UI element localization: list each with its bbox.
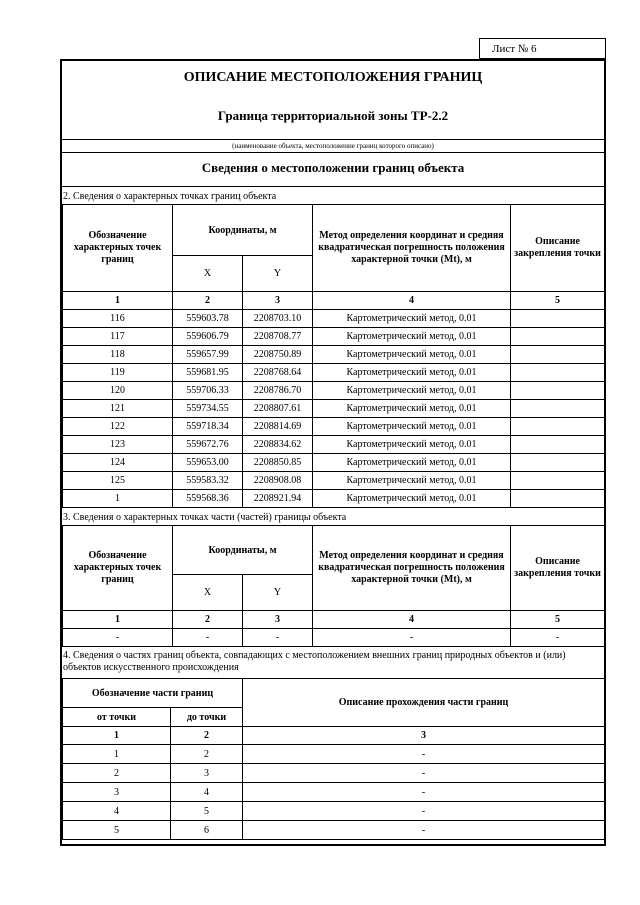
section4-number-row bbox=[63, 727, 605, 745]
section2-row-point: 118 bbox=[63, 346, 173, 364]
section4-label: 4. Сведения о частях границ объекта, совпадающих с местоположением внешних границ природных объектов и (или) объектов искусственного происхождения bbox=[63, 650, 566, 673]
section2-row-y: 2208750.89 bbox=[243, 346, 313, 364]
section2-row-y: 2208814.69 bbox=[243, 418, 313, 436]
section3-row-point: - bbox=[63, 629, 173, 647]
section2-row-x: 559672.76 bbox=[173, 436, 243, 454]
section2-row bbox=[63, 364, 605, 382]
section2-row bbox=[63, 472, 605, 490]
section4-col-desc: Описание прохождения части границ bbox=[243, 679, 605, 727]
section-heading: Сведения о местоположении границ объекта bbox=[201, 160, 465, 175]
section2-row-y: 2208703.10 bbox=[243, 310, 313, 328]
section2-row-y: 2208921.94 bbox=[243, 490, 313, 508]
section4-row bbox=[63, 783, 605, 802]
section2-row-x: 559603.78 bbox=[173, 310, 243, 328]
section2-col-y: Y bbox=[243, 256, 313, 292]
section2-num-1: 1 bbox=[63, 292, 173, 310]
section3-row bbox=[63, 629, 605, 647]
caption-divider bbox=[62, 152, 604, 153]
section2-row-method: Картометрический метод, 0.01 bbox=[313, 490, 511, 508]
section2-row-point: 124 bbox=[63, 454, 173, 472]
section3-table bbox=[62, 525, 605, 647]
section2-row-x: 559718.34 bbox=[173, 418, 243, 436]
section3-col-coords: Координаты, м bbox=[173, 526, 313, 575]
section2-row-method: Картометрический метод, 0.01 bbox=[313, 400, 511, 418]
section-heading-divider bbox=[62, 186, 604, 187]
section2-row-desc bbox=[511, 454, 605, 472]
section4-col-part: Обозначение части границ bbox=[63, 679, 243, 708]
section4-row-from: 2 bbox=[63, 764, 171, 783]
section2-row-point: 116 bbox=[63, 310, 173, 328]
section2-number-row bbox=[63, 292, 605, 310]
section4-row-from: 4 bbox=[63, 802, 171, 821]
section2-row-desc bbox=[511, 328, 605, 346]
section2-row-x: 559681.95 bbox=[173, 364, 243, 382]
section2-row bbox=[63, 454, 605, 472]
section2-row-point: 123 bbox=[63, 436, 173, 454]
section4-row bbox=[63, 802, 605, 821]
section2-row-desc bbox=[511, 364, 605, 382]
section4-row-to: 2 bbox=[171, 745, 243, 764]
title-underline bbox=[62, 139, 604, 140]
section2-row bbox=[63, 310, 605, 328]
section2-col-coords: Координаты, м bbox=[173, 205, 313, 256]
sheet-number: Лист № 6 bbox=[492, 42, 537, 55]
section4-num-1: 1 bbox=[63, 727, 171, 745]
section2-row-desc bbox=[511, 310, 605, 328]
section4-col-to: до точки bbox=[171, 708, 243, 727]
section4-row bbox=[63, 821, 605, 840]
section2-row bbox=[63, 346, 605, 364]
section2-row-x: 559657.99 bbox=[173, 346, 243, 364]
section3-col-desc: Описание закрепления точки bbox=[511, 526, 605, 611]
section2-num-4: 4 bbox=[313, 292, 511, 310]
section2-col-method: Метод определения координат и средняя квадратическая погрешность положения характерной точки (Mt), м bbox=[313, 205, 511, 292]
section2-table bbox=[62, 204, 605, 508]
section2-row-method: Картометрический метод, 0.01 bbox=[313, 346, 511, 364]
section2-row-method: Картометрический метод, 0.01 bbox=[313, 454, 511, 472]
section3-label: 3. Сведения о характерных точках части (частей) границы объекта bbox=[63, 512, 347, 523]
section2-row-desc bbox=[511, 472, 605, 490]
section2-row-desc bbox=[511, 382, 605, 400]
section4-num-3: 3 bbox=[243, 727, 605, 745]
section3-row-x: - bbox=[173, 629, 243, 647]
section2-row-method: Картометрический метод, 0.01 bbox=[313, 382, 511, 400]
section2-row-desc bbox=[511, 418, 605, 436]
section3-num-2: 2 bbox=[173, 611, 243, 629]
section4-row-to: 6 bbox=[171, 821, 243, 840]
section2-row-y: 2208807.61 bbox=[243, 400, 313, 418]
section4-row-from: 5 bbox=[63, 821, 171, 840]
section2-row-x: 559706.33 bbox=[173, 382, 243, 400]
document-title: ОПИСАНИЕ МЕСТОПОЛОЖЕНИЯ ГРАНИЦ bbox=[183, 70, 483, 85]
section2-num-3: 3 bbox=[243, 292, 313, 310]
section2-row-desc bbox=[511, 400, 605, 418]
section2-label: 2. Сведения о характерных точках границ объекта bbox=[63, 191, 277, 202]
section2-row-x: 559568.36 bbox=[173, 490, 243, 508]
section2-row-method: Картометрический метод, 0.01 bbox=[313, 310, 511, 328]
section2-row-method: Картометрический метод, 0.01 bbox=[313, 436, 511, 454]
section2-row-y: 2208786.70 bbox=[243, 382, 313, 400]
section2-num-2: 2 bbox=[173, 292, 243, 310]
section4-row-to: 4 bbox=[171, 783, 243, 802]
section2-row-point: 119 bbox=[63, 364, 173, 382]
section4-num-2: 2 bbox=[171, 727, 243, 745]
section4-row-from: 1 bbox=[63, 745, 171, 764]
section3-col-x: X bbox=[173, 575, 243, 611]
section3-col-method: Метод определения координат и средняя квадратическая погрешность положения характерной точки (Mt), м bbox=[313, 526, 511, 611]
section4-row-desc: - bbox=[243, 745, 605, 764]
section2-row-desc bbox=[511, 436, 605, 454]
section3-row-method: - bbox=[313, 629, 511, 647]
section2-row-y: 2208908.08 bbox=[243, 472, 313, 490]
section2-row-point: 122 bbox=[63, 418, 173, 436]
section2-row-y: 2208850.85 bbox=[243, 454, 313, 472]
document-subtitle: Граница территориальной зоны ТР-2.2 bbox=[217, 108, 449, 123]
section2-col-desc: Описание закрепления точки bbox=[511, 205, 605, 292]
section2-row-x: 559583.32 bbox=[173, 472, 243, 490]
section4-row bbox=[63, 764, 605, 783]
section2-row-desc bbox=[511, 490, 605, 508]
section2-row-point: 1 bbox=[63, 490, 173, 508]
section2-row-point: 117 bbox=[63, 328, 173, 346]
section3-num-3: 3 bbox=[243, 611, 313, 629]
section4-col-from: от точки bbox=[63, 708, 171, 727]
section3-col-y: Y bbox=[243, 575, 313, 611]
section2-row-y: 2208834.62 bbox=[243, 436, 313, 454]
section2-col-point: Обозначение характерных точек границ bbox=[63, 205, 173, 292]
section2-row-x: 559734.55 bbox=[173, 400, 243, 418]
section2-num-5: 5 bbox=[511, 292, 605, 310]
section2-row bbox=[63, 436, 605, 454]
section2-row-x: 559606.79 bbox=[173, 328, 243, 346]
section3-number-row bbox=[63, 611, 605, 629]
section2-row-y: 2208768.64 bbox=[243, 364, 313, 382]
section3-row-desc: - bbox=[511, 629, 605, 647]
section4-row-desc: - bbox=[243, 764, 605, 783]
section3-num-1: 1 bbox=[63, 611, 173, 629]
section4-row-to: 3 bbox=[171, 764, 243, 783]
section2-row-method: Картометрический метод, 0.01 bbox=[313, 328, 511, 346]
section2-row bbox=[63, 328, 605, 346]
section2-row-point: 125 bbox=[63, 472, 173, 490]
section4-row-to: 5 bbox=[171, 802, 243, 821]
section3-row-y: - bbox=[243, 629, 313, 647]
section2-row-desc bbox=[511, 346, 605, 364]
section2-col-x: X bbox=[173, 256, 243, 292]
section2-row bbox=[63, 490, 605, 508]
section4-row-desc: - bbox=[243, 821, 605, 840]
section2-row bbox=[63, 400, 605, 418]
section4-row-desc: - bbox=[243, 802, 605, 821]
section3-num-5: 5 bbox=[511, 611, 605, 629]
section2-row bbox=[63, 382, 605, 400]
section4-row-desc: - bbox=[243, 783, 605, 802]
section2-row-point: 121 bbox=[63, 400, 173, 418]
section2-row-method: Картометрический метод, 0.01 bbox=[313, 364, 511, 382]
section2-row-point: 120 bbox=[63, 382, 173, 400]
section3-col-point: Обозначение характерных точек границ bbox=[63, 526, 173, 611]
section2-row-y: 2208708.77 bbox=[243, 328, 313, 346]
section2-row-method: Картометрический метод, 0.01 bbox=[313, 418, 511, 436]
section2-row bbox=[63, 418, 605, 436]
section3-num-4: 4 bbox=[313, 611, 511, 629]
section4-row-from: 3 bbox=[63, 783, 171, 802]
sheet-number-box bbox=[479, 38, 606, 59]
section2-row-x: 559653.00 bbox=[173, 454, 243, 472]
object-caption: (наименование объекта, местоположение границ которого описано) bbox=[232, 142, 434, 150]
section4-row bbox=[63, 745, 605, 764]
section2-row-method: Картометрический метод, 0.01 bbox=[313, 472, 511, 490]
section4-table bbox=[62, 678, 605, 840]
